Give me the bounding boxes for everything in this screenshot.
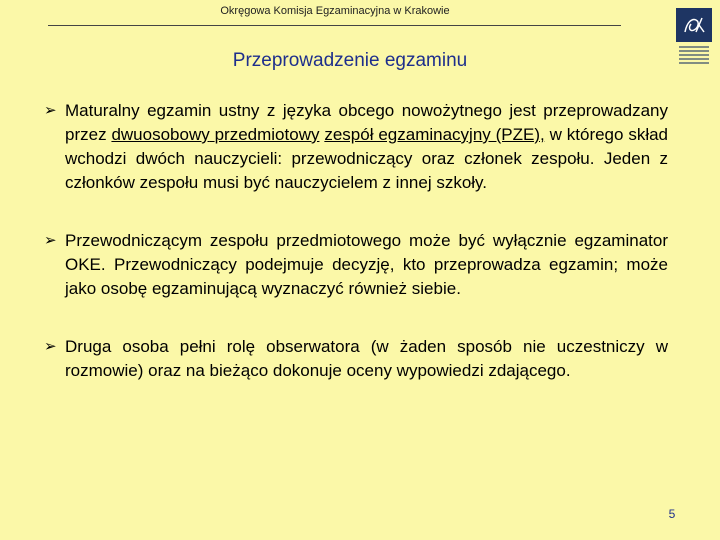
page-number: 5 (668, 507, 676, 521)
header-divider (48, 25, 621, 26)
arrow-bullet-icon: ➢ (44, 102, 57, 119)
bullet-3-text: Druga osoba pełni rolę obserwatora (w żaden sposób nie uczestniczy w rozmowie) oraz na bieżąco dokonuje oceny wypowiedzi zdającego. (65, 337, 668, 380)
bullet-1-underlined-1: dwuosobowy (111, 125, 210, 144)
bullet-list (44, 99, 668, 417)
bullet-1-text-a: Maturalny egzamin ustny z języka obcego nowożytnego jest przeprowadzany przez (65, 101, 668, 144)
bullet-1-underlined-2: przedmiotowy (214, 125, 320, 144)
bullet-1-text-b: w którego skład wchodzi dwóch nauczycieli: przewodniczący oraz członek zespołu. Jeden z członków zespołu musi być nauczycielem z innej szkoły. (65, 125, 669, 192)
bullet-item-2 (44, 229, 668, 301)
bullet-2-text: Przewodniczącym zespołu przedmiotowego może być wyłącznie egzaminator OKE. Przewodniczący podejmuje decyzję, kto przeprowadza egzamin; może jako osobę egzaminującą wyznaczyć również siebie. (65, 231, 668, 298)
bullet-1-underlined-3: zespół egzaminacyjny (PZE), (324, 125, 545, 144)
slide-title: Przeprowadzenie egzaminu (232, 50, 468, 71)
arrow-bullet-icon: ➢ (44, 232, 57, 249)
arrow-bullet-icon: ➢ (44, 338, 57, 355)
bullet-item-1 (44, 99, 668, 195)
bullet-item-3 (44, 335, 668, 383)
header-institution-name: Okręgowa Komisja Egzaminacyjna w Krakowie (220, 5, 450, 17)
